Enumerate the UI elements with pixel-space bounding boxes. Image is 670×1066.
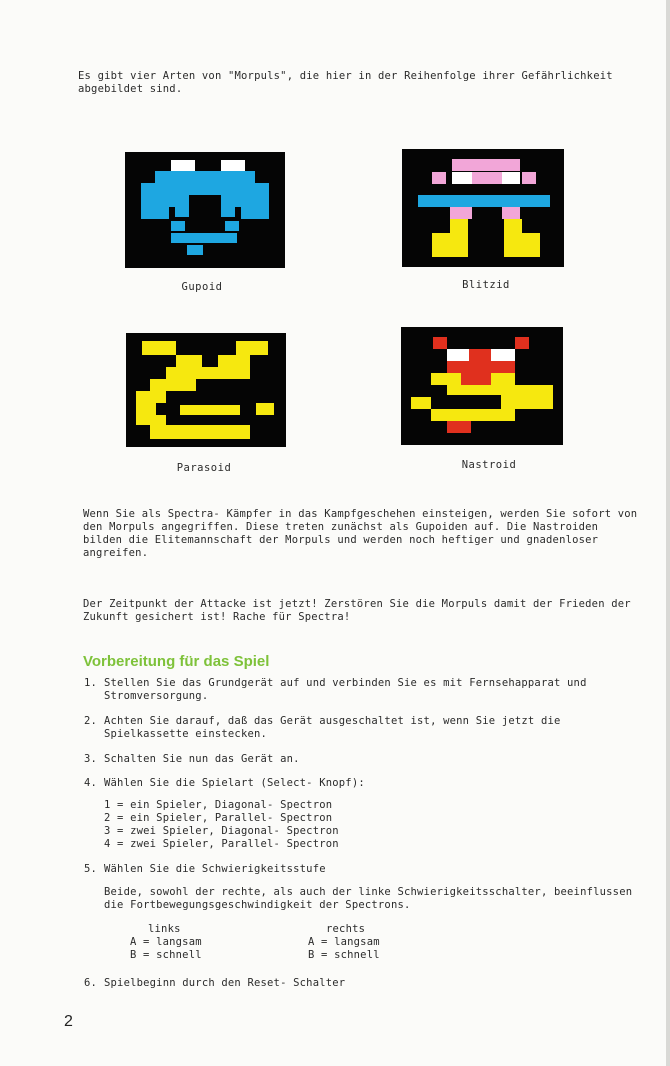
step-6: [84, 977, 644, 990]
game-mode-option: 3 = zwei Spieler, Diagonal- Spectron: [104, 825, 339, 837]
revenge-paragraph: Der Zeitpunkt der Attacke ist jetzt! Zerstören Sie die Morpuls damit der Frieden der Zukunft gesichert ist! Rache für Spectra!: [83, 598, 631, 623]
gupoid-label: Gupoid: [181, 281, 223, 293]
page-edge: [666, 0, 670, 1066]
right-switch-title: rechts: [326, 923, 366, 935]
game-mode-option: 2 = ein Spieler, Parallel- Spectron: [104, 812, 333, 824]
right-switch-b: B = schnell: [308, 949, 380, 961]
attack-paragraph: Wenn Sie als Spectra- Kämpfer in das Kampfgeschehen einsteigen, werden Sie sofort von den Morpuls angegriffen. Diese treten zunächst als Gupoiden auf. Die Nastroiden bilden die Elitemannschaft der Morpuls und werden noch heftiger und gnadenloser angreifen.: [83, 508, 638, 559]
step-1: [84, 677, 644, 703]
right-switch: [308, 923, 380, 962]
left-switch-a: A = langsam: [130, 936, 202, 948]
game-mode-list: [104, 799, 644, 851]
blitzid-label: Blitzid: [462, 279, 510, 291]
parasoid-label: Parasoid: [176, 462, 232, 474]
parasoid-sprite: [126, 333, 286, 447]
left-switch-b: B = schnell: [130, 949, 202, 961]
left-switch-title: links: [148, 923, 181, 935]
step-4: [84, 777, 644, 851]
difficulty-switches: [104, 923, 644, 963]
nastroid-label: Nastroid: [461, 459, 517, 471]
game-mode-option: 4 = zwei Spieler, Parallel- Spectron: [104, 838, 339, 850]
setup-steps: [84, 677, 644, 990]
section-title: Vorbereitung für das Spiel: [83, 653, 270, 670]
intro-text: Es gibt vier Arten von "Morpuls", die hier in der Reihenfolge ihrer Gefährlichkeit abgebildet sind.: [78, 70, 613, 95]
left-switch: [130, 923, 202, 962]
step-3: [84, 753, 644, 766]
step-text: Stellen Sie das Grundgerät auf und verbinden Sie es mit Fernsehapparat und Stromversorgung.: [104, 677, 587, 702]
blitzid-sprite: [402, 149, 564, 267]
step-number: 4.: [84, 777, 98, 789]
page-number: 2: [64, 1013, 73, 1030]
step-text: Schalten Sie nun das Gerät an.: [104, 753, 300, 765]
step-text: Wählen Sie die Spielart (Select- Knopf):: [104, 777, 365, 789]
step-number: 1.: [84, 677, 98, 689]
step-text: Spielbeginn durch den Reset- Schalter: [104, 977, 346, 989]
step-text: Wählen Sie die Schwierigkeitsstufe: [104, 863, 326, 875]
difficulty-note: Beide, sowohl der rechte, als auch der linke Schwierigkeitsschalter, beeinflussen die Fortbewegungsgeschwindigkeit der Spectrons.: [104, 886, 633, 911]
step-number: 3.: [84, 753, 98, 765]
right-switch-a: A = langsam: [308, 936, 380, 948]
game-mode-option: 1 = ein Spieler, Diagonal- Spectron: [104, 799, 333, 811]
step-number: 5.: [84, 863, 98, 875]
step-number: 2.: [84, 715, 98, 727]
gupoid-sprite: [125, 152, 285, 268]
nastroid-sprite: [401, 327, 563, 445]
step-2: [84, 715, 644, 741]
step-5: [84, 863, 644, 963]
step-text: Achten Sie darauf, daß das Gerät ausgeschaltet ist, wenn Sie jetzt die Spielkassette einstecken.: [104, 715, 561, 740]
step-number: 6.: [84, 977, 98, 989]
